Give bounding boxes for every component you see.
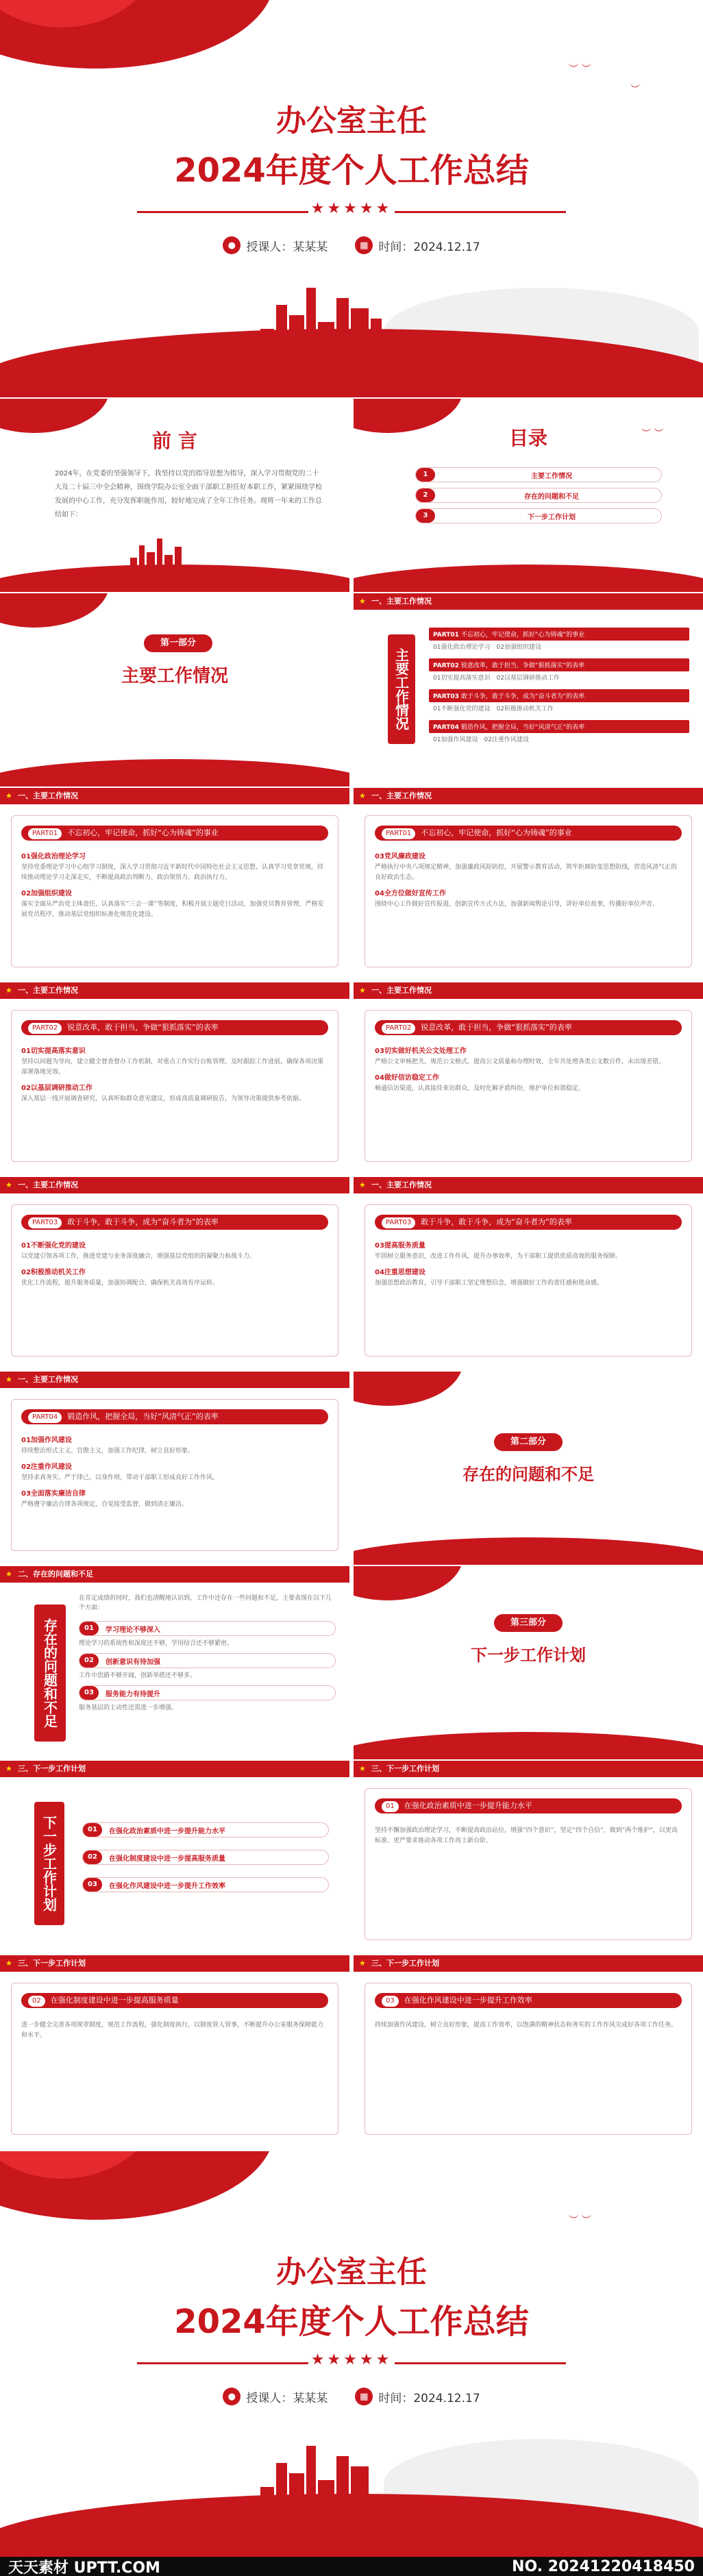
detail-slide bbox=[0, 1372, 349, 1565]
preface-body: 2024年，在党委的坚强领导下，我坚持以党的指导思想为指导，深入学习贯彻党的二十大及二十届三中全会精神，围绕学院办公室全面干部职工担任好本职工作，紧紧围绕学校发展的中心工作，充分发挥职能作用，较好地完成了全年工作任务。现将一年来的工作总结如下： bbox=[55, 470, 322, 519]
detail-text: 03提高服务质量 牢固树立服务意识，改进工作作风，提升办事效率，为干部职工提供优质高效的服务保障。 04注重思想建设 加强思想政治教育，引导干部职工坚定理想信念，增强做好工作的责任感和使命感。 bbox=[375, 1242, 622, 1287]
part2-title: 存在的问题和不足 bbox=[463, 1465, 594, 1484]
problem-item: 03 服务能力有待提升 bbox=[79, 1685, 336, 1700]
presenter-label: 授课人：某某某 bbox=[246, 240, 328, 254]
toc-item[interactable]: 3 下一步工作计划 bbox=[415, 508, 662, 523]
part2-tag: 第二部分 bbox=[494, 1433, 563, 1451]
city-skyline bbox=[130, 538, 182, 578]
bird-icon: ︶ ︶ bbox=[569, 64, 591, 75]
star-divider: ★★★★★ bbox=[310, 2351, 393, 2368]
problem-item: 01 学习理论不够深入 bbox=[79, 1621, 336, 1636]
section-bar: ★ 一、主要工作情况 bbox=[0, 788, 349, 804]
section-bar: ★ 一、主要工作情况 bbox=[0, 1372, 349, 1388]
content-frame bbox=[11, 1010, 338, 1162]
bird-icon: ︶ ︶ bbox=[569, 2215, 591, 2226]
preface-slide bbox=[0, 399, 349, 592]
bird-icon: ︶ ︶ bbox=[641, 428, 664, 439]
cover-meta bbox=[0, 236, 703, 254]
content-frame bbox=[365, 1204, 692, 1357]
section-bar: ★ 一、主要工作情况 bbox=[0, 1177, 349, 1193]
part-pill: PART01 不忘初心，牢记使命，抓好“心为铸魂”的事业 bbox=[21, 826, 328, 841]
section-bar: ★ 一、主要工作情况 bbox=[354, 593, 703, 610]
detail-text: 03切实做好机关公文处理工作 严格公文审核把关，规范公文格式，提高公文质量和办理时效，全年共处理各类公文数百件，未出现差错。 04做好信访稳定工作 畅通信访渠道，认真接待来访群众，及时化解矛盾纠纷，维护单位和谐稳定。 bbox=[375, 1048, 665, 1092]
plan-item: 01 在强化政治素质中进一步提升能力水平 bbox=[82, 1822, 329, 1837]
plan-pill: 03 在强化作风建设中进一步提升工作效率 bbox=[375, 1993, 682, 2008]
plan-detail-slide bbox=[354, 1761, 703, 1954]
part-pill: PART04 锻造作风，把握全局，当好“风清气正”的表率 bbox=[21, 1409, 328, 1424]
content-frame bbox=[365, 1010, 692, 1162]
cover-title-line1: 办公室主任 bbox=[276, 103, 427, 138]
content-frame bbox=[11, 1983, 338, 2135]
toc-item[interactable]: 2 存在的问题和不足 bbox=[415, 488, 662, 503]
content-frame bbox=[11, 815, 338, 967]
content-frame bbox=[11, 1399, 338, 1551]
detail-text: 01强化政治理论学习 坚持党委理论学习中心组学习制度，深入学习贯彻习近平新时代中国特色社会主义思想，认真学习党章党规，持续推动理论学习走深走实，不断提高政治判断力、政治领悟力、政治执行力。 02加强组织建设 落实全面从严治党主体责任，认真落实“三会一课”等制度，积极开展主题党日活动，加强党员教育管理，严格发展党员程序，推动基层党组织标准化规范化建设。 bbox=[21, 853, 324, 918]
overview-group: PART03 敢于斗争，敢于斗争，成为“奋斗者为”的表率 01不断强化党的建设 02积极推动机关工作 bbox=[429, 689, 689, 715]
section-bar: ★ 二、存在的问题和不足 bbox=[0, 1566, 349, 1583]
plan-detail-slide bbox=[354, 1955, 703, 2148]
part3-slide bbox=[354, 1566, 703, 1759]
plan-detail-text: 进一步健全完善各项规章制度，规范工作流程，强化制度执行，以制度管人管事，不断提升办公室服务保障能力和水平。 bbox=[21, 2022, 324, 2039]
detail-text: 03党风廉政建设 严格执行中央八项规定精神，加强廉政风险防控，开展警示教育活动，筑牢拒腐防变思想防线，营造风清气正的良好政治生态。 04全方位做好宣传工作 围绕中心工作做好宣传报道，创新宣传方式方法，加强新闻舆论引导，讲好单位故事，传播好单位声音。 bbox=[375, 853, 678, 908]
bird-icon: ︶ bbox=[630, 84, 640, 95]
person-icon: ● bbox=[223, 236, 241, 254]
part2-slide bbox=[354, 1372, 703, 1565]
plan-slide bbox=[0, 1761, 349, 1954]
plan-vertical-title: 下一步工作计划 bbox=[34, 1802, 64, 1925]
closing-slide bbox=[0, 2151, 703, 2576]
part-pill: PART02 锐意改革，敢于担当，争做“狠抓落实”的表率 bbox=[375, 1020, 682, 1035]
problems-intro: 在肯定成绩的同时，我们也清醒地认识到，工作中还存在一些问题和不足，主要表现在以下几个方面： bbox=[79, 1595, 332, 1611]
toc-item[interactable]: 1 主要工作情况 bbox=[415, 467, 662, 482]
city-skyline bbox=[260, 288, 397, 370]
overview-group: PART01 不忘初心，牢记使命，抓好“心为铸魂”的事业 01强化政治理论学习 02加强组织建设 bbox=[429, 628, 689, 653]
part-pill: PART03 敢于斗争，敢于斗争，成为“奋斗者为”的表率 bbox=[21, 1215, 328, 1230]
part1-tag: 第一部分 bbox=[144, 634, 212, 652]
overview-groups bbox=[429, 628, 689, 751]
part1-slide bbox=[0, 593, 349, 787]
toc-title: 目录 bbox=[508, 427, 547, 449]
watermark-left: 天天素材 UPTT.COM bbox=[8, 2559, 160, 2576]
section-bar: ★ 三、下一步工作计划 bbox=[354, 1761, 703, 1777]
closing-meta: ● 授课人：某某某 ▦ 时间：2024.12.17 bbox=[0, 2388, 703, 2405]
part-pill: PART02 锐意改革，敢于担当，争做“狠抓落实”的表率 bbox=[21, 1020, 328, 1035]
section-bar: ★ 一、主要工作情况 bbox=[354, 982, 703, 999]
overview-slide bbox=[354, 593, 703, 787]
plan-detail-text: 持续加强作风建设，树立良好形象，提高工作效率，以饱满的精神状态和务实的工作作风完成好各项工作任务。 bbox=[375, 2022, 678, 2029]
section-bar: ★ 一、主要工作情况 bbox=[0, 982, 349, 999]
detail-slide bbox=[354, 982, 703, 1176]
section-bar: ★ 一、主要工作情况 bbox=[354, 788, 703, 804]
problems-list: 01 学习理论不够深入 理论学习的系统性和深度还不够，学用结合还不够紧密。 02 创新意识有待加强 工作中思路不够开阔，创新举措还不够多。 03 服务能力有待提升 服务基层的主动性还需进一步增强。 bbox=[79, 1621, 336, 1718]
calendar-icon: ▦ bbox=[355, 236, 373, 254]
section-bar: ★ 一、主要工作情况 bbox=[354, 1177, 703, 1193]
cover-title-line2: 2024年度个人工作总结 bbox=[174, 151, 529, 190]
problems-slide bbox=[0, 1566, 349, 1759]
part3-tag: 第三部分 bbox=[494, 1614, 563, 1632]
part-pill: PART01 不忘初心，牢记使命，抓好“心为铸魂”的事业 bbox=[375, 826, 682, 841]
section-bar: ★ 三、下一步工作计划 bbox=[0, 1955, 349, 1972]
preface-title: 前 言 bbox=[152, 430, 197, 452]
detail-text: 01加强作风建设 持续整治形式主义、官僚主义，加强工作纪律，树立良好形象。 02注重作风建设 坚持求真务实，严于律己，以身作则，带动干部职工形成良好工作作风。 03全面落实廉洁自律 严格遵守廉洁自律各项规定，自觉接受监督，做到清正廉洁。 bbox=[21, 1437, 219, 1508]
closing-title-line2: 2024年度个人工作总结 bbox=[174, 2303, 529, 2341]
plan-item: 03 在强化作风建设中进一步提升工作效率 bbox=[82, 1877, 329, 1892]
watermark-bar bbox=[0, 2557, 703, 2576]
city-skyline bbox=[260, 2446, 369, 2528]
closing-title-line1: 办公室主任 bbox=[276, 2255, 427, 2290]
part1-title: 主要工作情况 bbox=[121, 666, 228, 686]
plan-pill: 02 在强化制度建设中进一步提高服务质量 bbox=[21, 1993, 328, 2008]
overview-group: PART04 锻造作风，把握全局，当好“风清气正”的表率 01加强作风建设 02注重作风建设 bbox=[429, 720, 689, 745]
toc-slide bbox=[354, 399, 703, 592]
plan-detail-slide bbox=[0, 1955, 349, 2148]
overview-vertical-title: 主要工作情况 bbox=[388, 634, 415, 744]
star-divider: ★★★★★ bbox=[310, 200, 393, 217]
overview-group: PART02 锐意改革，敢于担当，争做“狠抓落实”的表率 01切实提高落实意识 02以基层调研推动工作 bbox=[429, 658, 689, 684]
detail-slide bbox=[0, 1177, 349, 1370]
plan-pill: 01 在强化政治素质中进一步提升能力水平 bbox=[375, 1798, 682, 1813]
detail-slide bbox=[354, 1177, 703, 1370]
content-frame bbox=[365, 815, 692, 967]
watermark-right: NO. 20241220418450 bbox=[512, 2558, 695, 2575]
detail-slide bbox=[354, 788, 703, 981]
calendar-icon: ▦ bbox=[355, 2388, 373, 2405]
plan-detail-text: 坚持不懈加强政治理论学习，不断提高政治站位，增强“四个意识”，坚定“四个自信”，做到“两个维护”，以更高标准、更严要求推动各项工作再上新台阶。 bbox=[375, 1827, 678, 1844]
part-pill: PART03 敢于斗争，敢于斗争，成为“奋斗者为”的表率 bbox=[375, 1215, 682, 1230]
cover-slide bbox=[0, 0, 703, 397]
section-bar: ★ 三、下一步工作计划 bbox=[354, 1955, 703, 1972]
section-bar: ★ 三、下一步工作计划 bbox=[0, 1761, 349, 1777]
detail-slide bbox=[0, 788, 349, 981]
detail-slide bbox=[0, 982, 349, 1176]
problems-vertical-title: 存在的问题和不足 bbox=[34, 1605, 66, 1742]
detail-text: 01不断强化党的建设 以党建引领各项工作，推进党建与业务深度融合，增强基层党组织的凝聚力和战斗力。 02积极推动机关工作 优化工作流程，提升服务质量，加强协调配合，确保机关高效有序运转。 bbox=[21, 1242, 256, 1287]
part3-title: 下一步工作计划 bbox=[471, 1646, 586, 1665]
problem-item: 02 创新意识有待加强 bbox=[79, 1653, 336, 1668]
detail-text: 01切实提高落实意识 坚持以问题为导向，建立健全督查督办工作机制，对重点工作实行台账管理，及时跟踪工作进展，确保各项决策部署落地见效。 02以基层调研推动工作 深入基层一线开展调查研究，认真听取群众意见建议，形成高质量调研报告，为领导决策提供参考依据。 bbox=[21, 1048, 324, 1102]
content-frame bbox=[11, 1204, 338, 1357]
content-frame bbox=[365, 1788, 692, 1940]
content-frame bbox=[365, 1983, 692, 2135]
person-icon: ● bbox=[223, 2388, 241, 2405]
time-label: 时间：2024.12.17 bbox=[378, 240, 480, 254]
plan-item: 02 在强化制度建设中进一步提高服务质量 bbox=[82, 1850, 329, 1865]
